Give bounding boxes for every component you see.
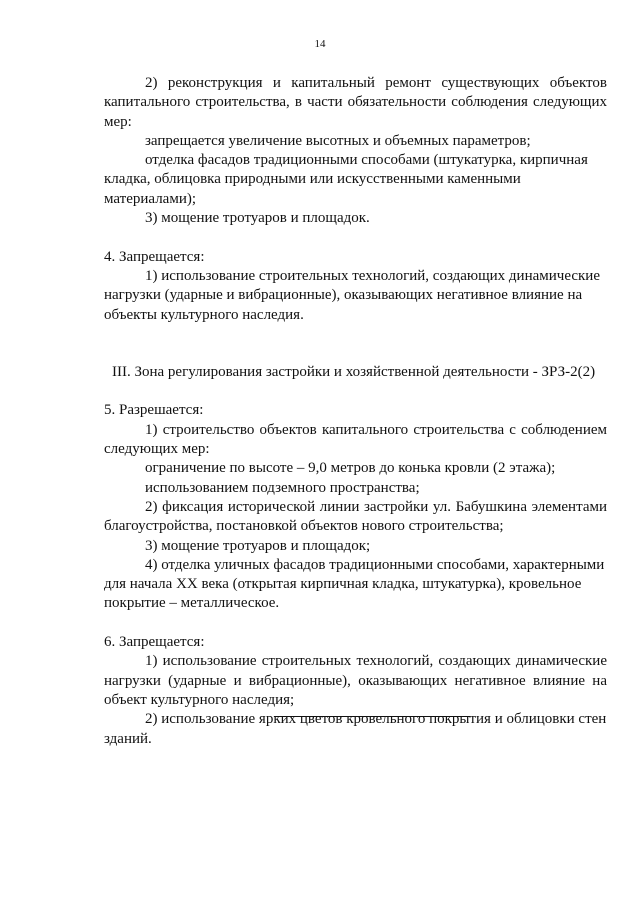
paragraph-bright-colors: 2) использование ярких цветов кровельного покрытия и облицовки стен зданий.: [104, 711, 607, 747]
paragraph-paving-2: 3) мощение тротуаров и площадок;: [145, 537, 371, 554]
page-number: 14: [314, 38, 326, 50]
heading-allowed-5: 5. Разрешается:: [104, 402, 204, 419]
paragraph-underground-space: использованием подземного пространства;: [145, 479, 420, 496]
paragraph-new-construction: 1) строительство объектов капитального строительства с соблюдением следующих мер:: [104, 421, 607, 458]
heading-prohibited-4: 4. Запрещается:: [104, 248, 205, 265]
paragraph-construction-technologies: 1) использование строительных технологий, создающих динамические нагрузки (ударные и вибрационные), оказывающих негативное влияние на объекты культурного наследия.: [104, 267, 600, 323]
spacer: [104, 614, 607, 633]
heading-prohibited-6: 6. Запрещается:: [104, 634, 205, 651]
paragraph-paving: 3) мощение тротуаров и площадок.: [145, 210, 370, 227]
zone-title: III. Зона регулирования застройки и хозяйственной деятельности - ЗРЗ-2(2): [112, 363, 596, 380]
paragraph-reconstruction: 2) реконструкция и капитальный ремонт существующих объектов капитального строительства, в части обязательности соблюдения следующих мер:: [104, 75, 607, 130]
paragraph-height-restriction: ограничение по высоте – 9,0 метров до конька кровли (2 этажа);: [145, 460, 556, 477]
paragraph-street-facades: 4) отделка уличных фасадов традиционными способами, характерными для начала XX века (открытая кирпичная кладка, штукатурка), кровельное покрытие – металлическое.: [104, 556, 605, 612]
spacer: [104, 325, 607, 363]
document-body: [104, 74, 607, 749]
paragraph-height-limit: запрещается увеличение высотных и объемных параметров;: [145, 132, 531, 149]
end-of-section-rule: [274, 716, 470, 717]
spacer: [104, 228, 607, 247]
paragraph-historic-building-line: 2) фиксация исторической линии застройки ул. Бабушкина элементами благоустройства, постановкой объектов нового строительства;: [104, 498, 607, 535]
paragraph-dynamic-loads: 1) использование строительных технологий, создающих динамические нагрузки (ударные и вибрационные), оказывающих негативное влияние на объект культурного наследия;: [104, 653, 607, 708]
paragraph-facade-finishing: отделка фасадов традиционными способами (штукатурка, кирпичная кладка, облицовка природными или искусственными каменными материалами);: [104, 152, 588, 207]
spacer: [104, 382, 607, 401]
